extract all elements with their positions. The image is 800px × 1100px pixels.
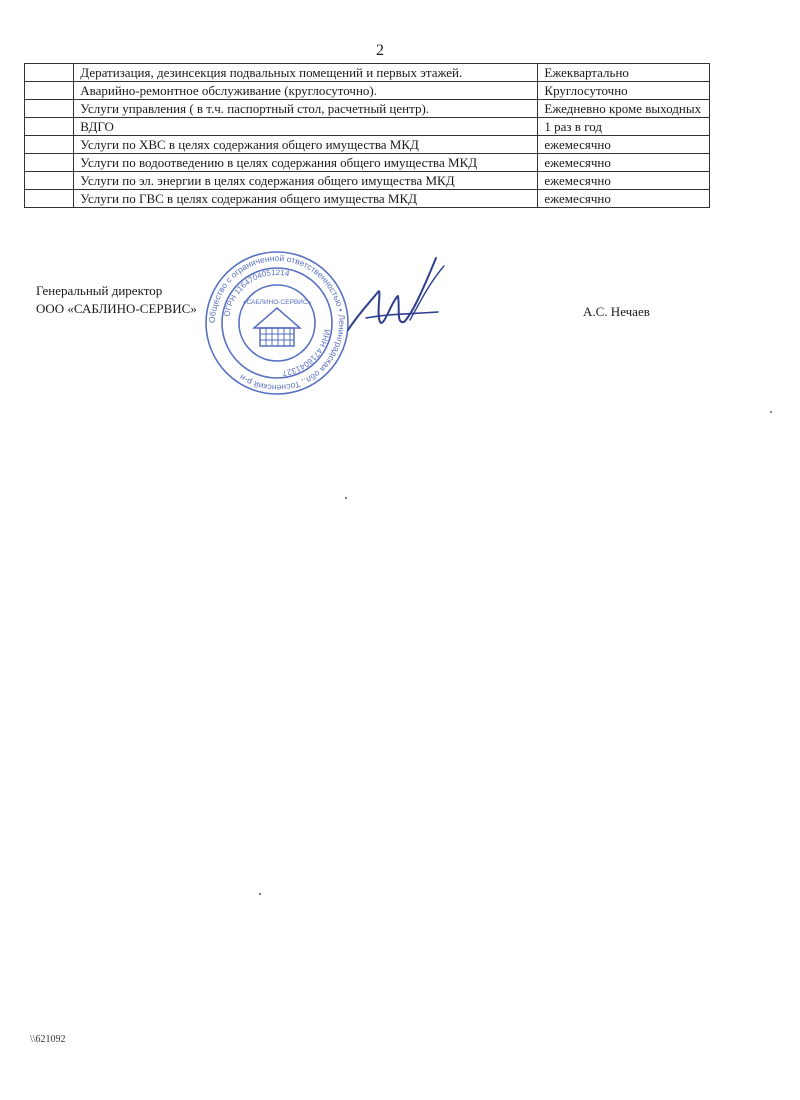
row-number-cell xyxy=(25,100,74,118)
stamp-house-emblem xyxy=(254,308,300,346)
service-name-cell: Услуги управления ( в т.ч. паспортный стол, расчетный центр). xyxy=(74,100,538,118)
frequency-cell: ежемесячно xyxy=(538,154,710,172)
signer-name: А.С. Нечаев xyxy=(583,304,650,319)
table-row xyxy=(25,82,710,100)
handwritten-signature xyxy=(340,252,460,352)
service-name-cell: Услуги по ХВС в целях содержания общего имущества МКД xyxy=(74,136,538,154)
service-name-cell: Услуги по водоотведению в целях содержания общего имущества МКД xyxy=(74,154,538,172)
row-number-cell xyxy=(25,64,74,82)
frequency-cell: Ежедневно кроме выходных xyxy=(538,100,710,118)
scan-speck xyxy=(259,893,261,895)
company-stamp-seal xyxy=(202,248,352,398)
service-name-cell: Услуги по эл. энергии в целях содержания общего имущества МКД xyxy=(74,172,538,190)
table-row xyxy=(25,136,710,154)
stamp-ogrn-text: ОГРН 1164704051214 xyxy=(222,267,291,318)
frequency-cell: 1 раз в год xyxy=(538,118,710,136)
service-name-cell: ВДГО xyxy=(74,118,538,136)
frequency-cell: ежемесячно xyxy=(538,190,710,208)
signer-company: ООО «САБЛИНО-СЕРВИС» xyxy=(36,301,197,316)
services-table xyxy=(24,63,710,208)
page-number: 2 xyxy=(376,42,384,59)
row-number-cell xyxy=(25,154,74,172)
signer-position: Генеральный директор xyxy=(36,283,163,298)
stamp-inn-text: ИНН 4716041327 xyxy=(281,328,332,378)
row-number-cell xyxy=(25,172,74,190)
row-number-cell xyxy=(25,190,74,208)
service-name-cell: Услуги по ГВС в целях содержания общего имущества МКД xyxy=(74,190,538,208)
service-name-cell: Дератизация, дезинсекция подвальных помещений и первых этажей. xyxy=(74,64,538,82)
row-number-cell xyxy=(25,118,74,136)
table-row xyxy=(25,190,710,208)
service-name-cell: Аварийно-ремонтное обслуживание (круглосуточно). xyxy=(74,82,538,100)
stamp-outer-text: Общество с ограниченной ответственностью • Ленинградская обл., Тосненский р-н xyxy=(206,252,348,394)
frequency-cell: Ежеквартально xyxy=(538,64,710,82)
document-id: \\621092 xyxy=(30,1034,66,1045)
stamp-center-text: «САБЛИНО-СЕРВИС» xyxy=(242,299,312,306)
signer-block xyxy=(36,282,197,318)
row-number-cell xyxy=(25,136,74,154)
table-row xyxy=(25,154,710,172)
frequency-cell: ежемесячно xyxy=(538,136,710,154)
scan-speck xyxy=(770,411,772,413)
row-number-cell xyxy=(25,82,74,100)
table-row xyxy=(25,118,710,136)
scan-speck xyxy=(345,497,347,499)
table-row xyxy=(25,172,710,190)
table-row xyxy=(25,64,710,82)
table-row xyxy=(25,100,710,118)
frequency-cell: Круглосуточно xyxy=(538,82,710,100)
frequency-cell: ежемесячно xyxy=(538,172,710,190)
